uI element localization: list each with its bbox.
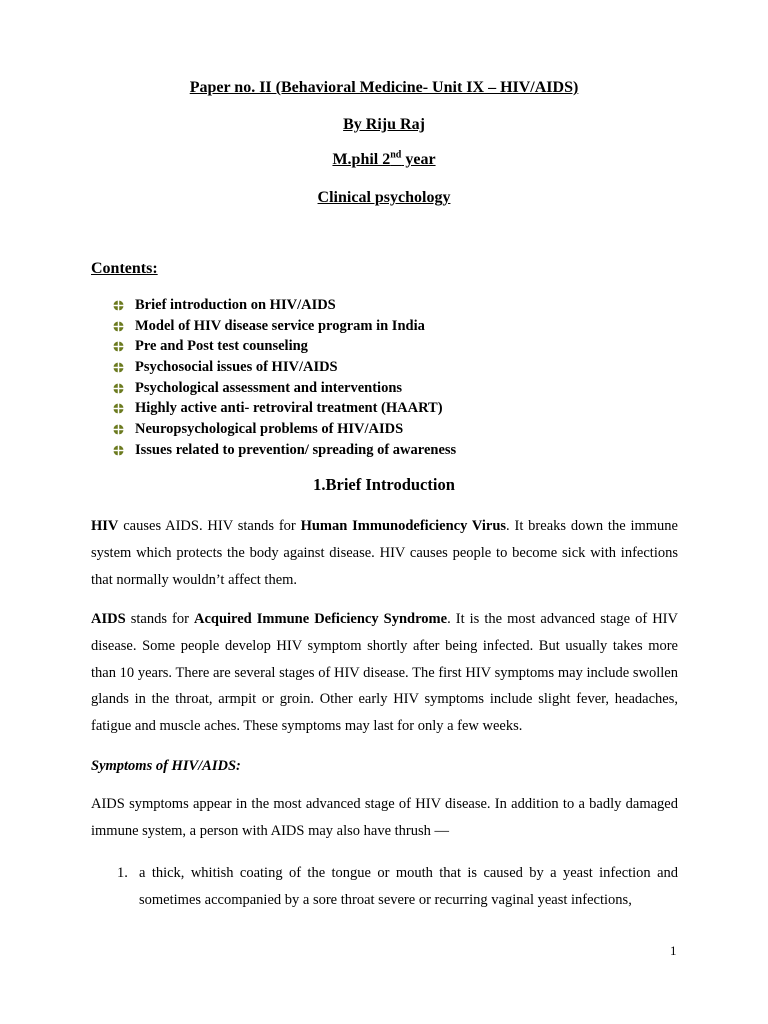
paragraph-text: causes AIDS. HIV stands for xyxy=(118,518,301,534)
globe-bullet-icon xyxy=(113,424,124,435)
contents-item xyxy=(113,357,456,378)
paper-title: Paper no. II (Behavioral Medicine- Unit IX – HIV/AIDS) xyxy=(189,79,579,96)
degree-year: year xyxy=(401,151,436,168)
contents-item-label: Neuropsychological problems of HIV/AIDS xyxy=(135,420,404,437)
contents-item xyxy=(113,419,456,440)
contents-item xyxy=(113,440,456,461)
paragraph-symptoms: AIDS symptoms appear in the most advanced stage of HIV disease. In addition to a badly damaged immune system, a person with AIDS may also have thrush — xyxy=(91,796,678,839)
globe-bullet-icon xyxy=(113,403,124,414)
contents-item-label: Psychological assessment and interventions xyxy=(135,379,403,396)
section-heading: 1.Brief Introduction xyxy=(313,475,455,494)
contents-item-label: Highly active anti- retroviral treatment (HAART) xyxy=(135,400,443,417)
paragraph-aids xyxy=(91,606,678,740)
degree-line xyxy=(332,151,435,168)
globe-bullet-icon xyxy=(113,445,124,456)
globe-bullet-icon xyxy=(113,321,124,332)
paragraph-hiv xyxy=(91,513,678,593)
paragraph-text: stands for xyxy=(125,611,194,627)
term-hiv-full: Human Immunodeficiency Virus xyxy=(300,518,507,534)
contents-item xyxy=(113,398,456,419)
term-aids-full: Acquired Immune Deficiency Syndrome xyxy=(193,611,448,627)
doc-title-line4 xyxy=(0,188,768,208)
contents-item xyxy=(113,295,456,316)
globe-bullet-icon xyxy=(113,300,124,311)
contents-item-label: Pre and Post test counseling xyxy=(135,338,308,355)
contents-item-label: Brief introduction on HIV/AIDS xyxy=(135,296,336,313)
contents-item xyxy=(113,336,456,357)
doc-title-line3 xyxy=(0,150,768,170)
paragraph-text: . It is the most advanced stage of HIV disease. Some people develop HIV symptom shortly after being infected. But usually takes more than 10 years. There are several stages of HIV disease. The first HIV symptoms may include swollen glands in the throat, armpit or groin. Other early HIV symptoms include slight fever, headaches, fatigue and muscle aches. These symptoms may last for only a few weeks. xyxy=(91,611,678,735)
contents-item-label: Issues related to prevention/ spreading of awareness xyxy=(135,441,457,458)
term-hiv: HIV xyxy=(91,518,119,534)
department: Clinical psychology xyxy=(317,189,451,206)
contents-item-label: Psychosocial issues of HIV/AIDS xyxy=(135,358,338,375)
term-aids: AIDS xyxy=(91,611,126,627)
list-item xyxy=(117,860,678,914)
paragraph-text: . It breaks down the immune system which protects the body against disease. HIV causes people to become sick with infections that normally wouldn’t affect them. xyxy=(91,518,678,588)
author-name: By Riju Raj xyxy=(343,116,425,133)
symptoms-list xyxy=(117,860,678,914)
globe-bullet-icon xyxy=(113,362,124,373)
degree-superscript: nd xyxy=(390,149,402,161)
contents-item xyxy=(113,378,456,399)
globe-bullet-icon xyxy=(113,341,124,352)
doc-title-line2 xyxy=(0,115,768,135)
contents-heading: Contents: xyxy=(91,260,158,277)
contents-list xyxy=(113,295,456,461)
degree-text: M.phil 2 xyxy=(332,151,391,168)
page-number: 1 xyxy=(670,943,677,958)
globe-bullet-icon xyxy=(113,383,124,394)
contents-item xyxy=(113,316,456,337)
symptoms-subheading: Symptoms of HIV/AIDS: xyxy=(91,758,241,774)
list-item-text: a thick, whitish coating of the tongue or mouth that is caused by a yeast infection and sometimes accompanied by a sore throat severe or recurring vaginal yeast infections, xyxy=(139,865,678,908)
contents-item-label: Model of HIV disease service program in India xyxy=(135,317,425,334)
doc-title-line1 xyxy=(0,78,768,98)
list-item-number: 1. xyxy=(117,865,128,881)
